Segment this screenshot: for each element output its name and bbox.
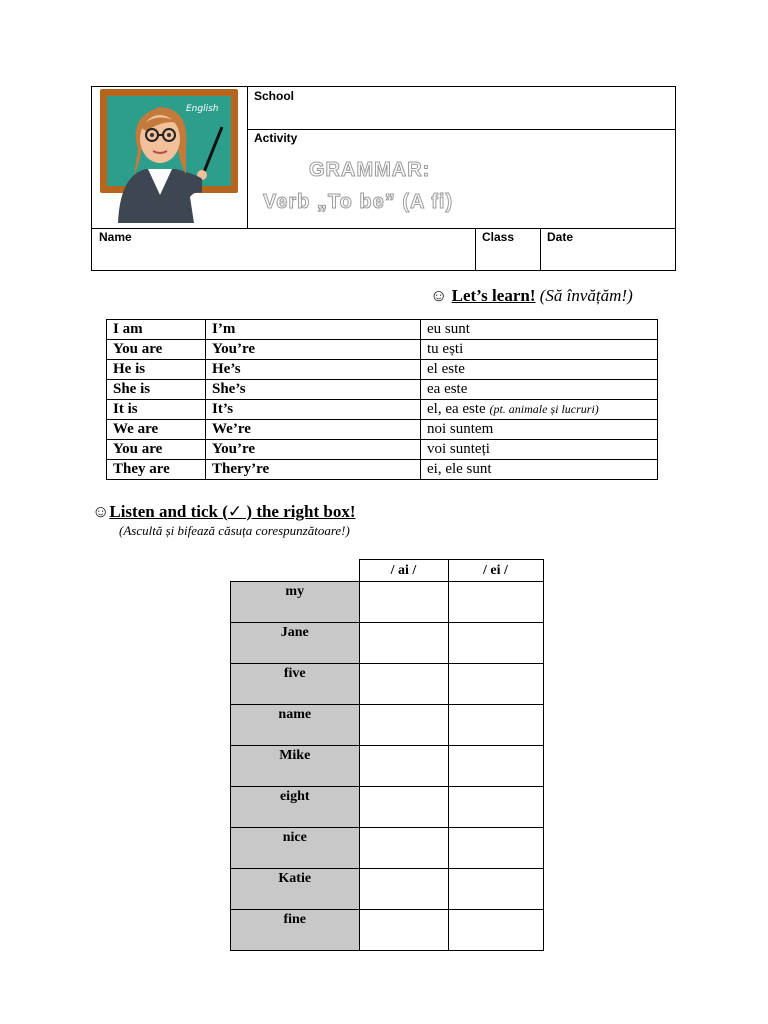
learn-heading-translation: (Să învățăm!) bbox=[539, 286, 633, 305]
table-row bbox=[231, 623, 544, 664]
activity-label: Activity bbox=[254, 131, 298, 145]
tick-box-ei[interactable] bbox=[448, 787, 543, 828]
verb-full: We are bbox=[107, 420, 206, 440]
verb-full: He is bbox=[107, 360, 206, 380]
word-cell: fine bbox=[231, 910, 360, 951]
verb-translation: el, ea este bbox=[427, 401, 486, 417]
verb-full: They are bbox=[107, 460, 206, 480]
name-label: Name bbox=[99, 230, 132, 244]
table-row bbox=[107, 420, 658, 440]
listen-heading-text-a: Listen and tick ( bbox=[109, 502, 228, 521]
table-row bbox=[107, 360, 658, 380]
tick-box-ai[interactable] bbox=[359, 664, 448, 705]
verb-translation: voi sunteți bbox=[427, 441, 490, 457]
verb-translation: ei, ele sunt bbox=[427, 461, 492, 477]
verb-full: She is bbox=[107, 380, 206, 400]
table-row bbox=[231, 787, 544, 828]
tick-box-ai[interactable] bbox=[359, 705, 448, 746]
teacher-illustration bbox=[98, 87, 240, 223]
table-row bbox=[107, 460, 658, 480]
listen-heading-text-b: ) the right box! bbox=[242, 502, 356, 521]
tick-box-ai[interactable] bbox=[359, 869, 448, 910]
listen-heading bbox=[92, 502, 355, 522]
verb-short: We’re bbox=[206, 420, 421, 440]
tick-box-ai[interactable] bbox=[359, 910, 448, 951]
smiley-icon: ☺ bbox=[92, 502, 110, 521]
table-row bbox=[231, 746, 544, 787]
listen-subtitle: (Ascultă și bifează căsuța corespunzătoare!) bbox=[119, 523, 350, 538]
tick-table bbox=[230, 559, 544, 951]
table-row bbox=[231, 869, 544, 910]
board-text: English bbox=[186, 104, 219, 114]
verb-table bbox=[106, 319, 658, 480]
word-cell: eight bbox=[231, 787, 360, 828]
tick-icon: ✓ bbox=[227, 502, 243, 521]
table-row bbox=[107, 340, 658, 360]
table-row bbox=[107, 440, 658, 460]
class-label: Class bbox=[482, 230, 515, 244]
tick-box-ei[interactable] bbox=[448, 746, 543, 787]
worksheet-subtitle: Verb „To be” (A fi) bbox=[263, 191, 454, 213]
worksheet-title: GRAMMAR: bbox=[309, 159, 431, 181]
tick-box-ei[interactable] bbox=[448, 623, 543, 664]
verb-note: (pt. animale și lucruri) bbox=[489, 402, 599, 416]
verb-short: It’s bbox=[206, 400, 421, 420]
tick-box-ai[interactable] bbox=[359, 623, 448, 664]
verb-short: He’s bbox=[206, 360, 421, 380]
table-row bbox=[231, 705, 544, 746]
table-header-row bbox=[231, 560, 544, 582]
smiley-icon: ☺ bbox=[430, 286, 448, 305]
verb-translation: tu ești bbox=[427, 341, 464, 357]
verb-short: She’s bbox=[206, 380, 421, 400]
verb-short: You’re bbox=[206, 340, 421, 360]
date-label: Date bbox=[547, 230, 574, 244]
tick-box-ei[interactable] bbox=[448, 828, 543, 869]
column-header-ai: / ai / bbox=[359, 560, 448, 582]
verb-short: I’m bbox=[206, 320, 421, 340]
word-cell: Jane bbox=[231, 623, 360, 664]
table-row bbox=[107, 320, 658, 340]
table-row bbox=[231, 582, 544, 623]
table-row bbox=[231, 828, 544, 869]
verb-translation: ea este bbox=[427, 381, 468, 397]
table-row bbox=[231, 910, 544, 951]
word-cell: Katie bbox=[231, 869, 360, 910]
learn-heading bbox=[430, 286, 633, 306]
verb-full: You are bbox=[107, 340, 206, 360]
column-header-ei: / ei / bbox=[448, 560, 543, 582]
word-cell: Mike bbox=[231, 746, 360, 787]
verb-full: You are bbox=[107, 440, 206, 460]
word-cell: name bbox=[231, 705, 360, 746]
table-row bbox=[107, 400, 658, 420]
learn-heading-text: Let’s learn! bbox=[451, 286, 536, 305]
verb-full: I am bbox=[107, 320, 206, 340]
tick-box-ai[interactable] bbox=[359, 787, 448, 828]
verb-full: It is bbox=[107, 400, 206, 420]
tick-box-ai[interactable] bbox=[359, 582, 448, 623]
verb-translation: noi suntem bbox=[427, 421, 494, 437]
tick-box-ai[interactable] bbox=[359, 828, 448, 869]
tick-box-ei[interactable] bbox=[448, 910, 543, 951]
word-cell: five bbox=[231, 664, 360, 705]
tick-box-ei[interactable] bbox=[448, 869, 543, 910]
tick-box-ei[interactable] bbox=[448, 582, 543, 623]
word-cell: nice bbox=[231, 828, 360, 869]
school-label: School bbox=[254, 89, 295, 103]
table-row bbox=[107, 380, 658, 400]
verb-short: Thery’re bbox=[206, 460, 421, 480]
tick-box-ei[interactable] bbox=[448, 705, 543, 746]
header-box bbox=[91, 86, 676, 271]
verb-translation: el este bbox=[427, 361, 465, 377]
verb-translation: eu sunt bbox=[427, 321, 470, 337]
tick-box-ai[interactable] bbox=[359, 746, 448, 787]
verb-short: You’re bbox=[206, 440, 421, 460]
tick-box-ei[interactable] bbox=[448, 664, 543, 705]
word-cell: my bbox=[231, 582, 360, 623]
table-row bbox=[231, 664, 544, 705]
